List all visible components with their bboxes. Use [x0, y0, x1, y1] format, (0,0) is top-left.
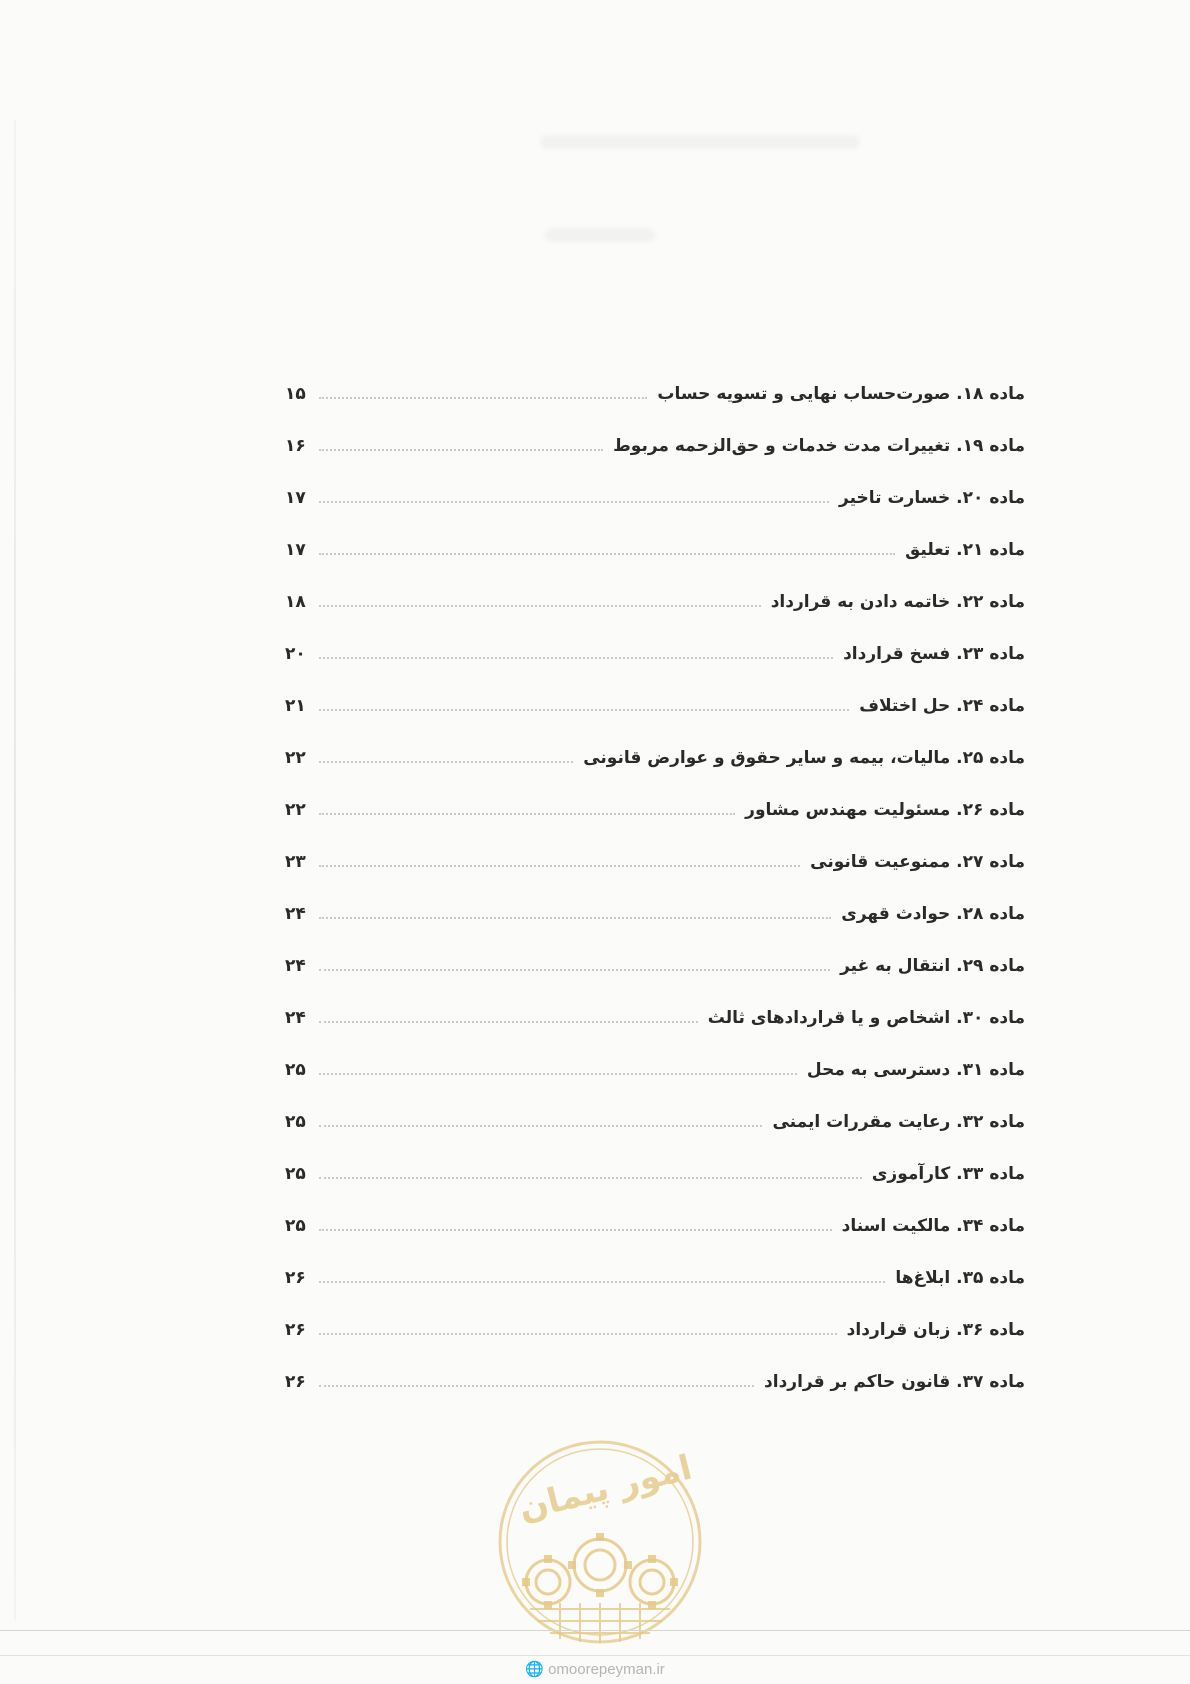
toc-dot-leader [319, 1229, 832, 1231]
toc-dot-leader [319, 761, 573, 763]
toc-dot-leader [319, 605, 761, 607]
toc-dot-leader [319, 553, 895, 555]
globe-icon: 🌐 [525, 1661, 544, 1678]
toc-dot-leader [319, 1125, 762, 1127]
page-edge-shadow [14, 120, 16, 1620]
toc-entry[interactable] [285, 680, 1025, 732]
toc-dot-leader [319, 449, 603, 451]
toc-entry-title: ماده ۳۰. اشخاص و یا قراردادهای ثالث [707, 1008, 1025, 1028]
toc-entry-title: ماده ۲۰. خسارت تاخیر [839, 488, 1025, 508]
toc-entry-title: ماده ۲۳. فسخ قرارداد [843, 644, 1025, 664]
toc-entry-title: ماده ۲۵. مالیات، بیمه و سایر حقوق و عوارض قانونی [583, 748, 1025, 768]
toc-entry-title: ماده ۲۹. انتقال به غیر [840, 956, 1025, 976]
toc-dot-leader [319, 1385, 754, 1387]
faded-subheader-mark [545, 228, 655, 242]
toc-entry[interactable] [285, 576, 1025, 628]
toc-page-number: ۱۷ [285, 540, 306, 560]
toc-entry-title: ماده ۱۹. تغییرات مدت خدمات و حق‌الزحمه مربوط [613, 436, 1025, 456]
toc-dot-leader [319, 1021, 698, 1023]
toc-entry-title: ماده ۲۲. خاتمه دادن به قرارداد [770, 592, 1025, 612]
toc-page-number: ۲۳ [285, 852, 306, 872]
toc-entry-title: ماده ۲۶. مسئولیت مهندس مشاور [745, 800, 1025, 820]
toc-page-number: ۱۶ [285, 436, 306, 456]
toc-entry[interactable] [285, 836, 1025, 888]
toc-page-number: ۲۴ [285, 956, 306, 976]
toc-entry-title: ماده ۳۲. رعایت مقررات ایمنی [772, 1112, 1025, 1132]
toc-dot-leader [319, 865, 800, 867]
toc-dot-leader [319, 657, 833, 659]
toc-entry[interactable] [285, 784, 1025, 836]
toc-page-number: ۲۶ [285, 1268, 306, 1288]
toc-page-number: ۲۵ [285, 1216, 306, 1236]
toc-entry-title: ماده ۱۸. صورت‌حساب نهایی و تسویه حساب [657, 384, 1025, 404]
toc-page-number: ۲۴ [285, 1008, 306, 1028]
toc-entry-title: ماده ۳۳. کارآموزی [871, 1164, 1025, 1184]
toc-page-number: ۲۰ [285, 644, 306, 664]
toc-entry[interactable] [285, 472, 1025, 524]
toc-entry[interactable] [285, 524, 1025, 576]
toc-dot-leader [319, 501, 829, 503]
toc-dot-leader [319, 969, 830, 971]
toc-page-number: ۱۵ [285, 384, 306, 404]
table-of-contents [285, 368, 1025, 1408]
toc-entry[interactable] [285, 940, 1025, 992]
seal-calligraphy: امور پیمان [514, 1447, 696, 1530]
toc-dot-leader [319, 813, 735, 815]
toc-entry[interactable] [285, 628, 1025, 680]
faded-header-mark [540, 135, 860, 149]
footer-divider [0, 1630, 1190, 1631]
toc-page-number: ۲۶ [285, 1372, 306, 1392]
toc-entry[interactable] [285, 1096, 1025, 1148]
toc-page-number: ۲۲ [285, 800, 306, 820]
toc-entry-title: ماده ۲۴. حل اختلاف [859, 696, 1025, 716]
toc-entry[interactable] [285, 1252, 1025, 1304]
footer-divider-secondary [0, 1655, 1190, 1656]
toc-page-number: ۲۵ [285, 1060, 306, 1080]
toc-entry-title: ماده ۲۷. ممنوعیت قانونی [810, 852, 1025, 872]
toc-entry[interactable] [285, 420, 1025, 472]
toc-entry-title: ماده ۳۶. زبان قرارداد [846, 1320, 1025, 1340]
toc-entry[interactable] [285, 992, 1025, 1044]
toc-page-number: ۲۵ [285, 1112, 306, 1132]
toc-page-number: ۲۵ [285, 1164, 306, 1184]
toc-dot-leader [319, 397, 647, 399]
toc-page-number: ۲۱ [285, 696, 306, 716]
toc-page-number: ۱۷ [285, 488, 306, 508]
toc-entry[interactable] [285, 368, 1025, 420]
toc-entry-title: ماده ۳۱. دسترسی به محل [806, 1060, 1025, 1080]
toc-entry[interactable] [285, 1148, 1025, 1200]
toc-dot-leader [319, 1073, 797, 1075]
toc-entry-title: ماده ۳۴. مالکیت اسناد [841, 1216, 1025, 1236]
site-watermark [0, 1660, 1190, 1678]
toc-entry[interactable] [285, 732, 1025, 784]
toc-page-number: ۲۶ [285, 1320, 306, 1340]
toc-entry-title: ماده ۲۸. حوادث قهری [841, 904, 1025, 924]
toc-page-number: ۲۲ [285, 748, 306, 768]
toc-dot-leader [319, 917, 831, 919]
toc-dot-leader [319, 1333, 837, 1335]
toc-dot-leader [319, 1177, 862, 1179]
toc-entry-title: ماده ۳۵. ابلاغ‌ها [895, 1268, 1025, 1288]
toc-page-number: ۲۴ [285, 904, 306, 924]
toc-dot-leader [319, 1281, 885, 1283]
toc-entry[interactable] [285, 1356, 1025, 1408]
toc-entry[interactable] [285, 1304, 1025, 1356]
toc-entry-title: ماده ۳۷. قانون حاکم بر قرارداد [764, 1372, 1025, 1392]
omoore-peyman-seal-icon [490, 1437, 710, 1647]
toc-page-number: ۱۸ [285, 592, 306, 612]
toc-entry[interactable] [285, 888, 1025, 940]
toc-entry[interactable] [285, 1200, 1025, 1252]
toc-entry-title: ماده ۲۱. تعلیق [905, 540, 1025, 560]
toc-entry[interactable] [285, 1044, 1025, 1096]
toc-dot-leader [319, 709, 849, 711]
watermark-text: omoorepeyman.ir [548, 1661, 665, 1678]
